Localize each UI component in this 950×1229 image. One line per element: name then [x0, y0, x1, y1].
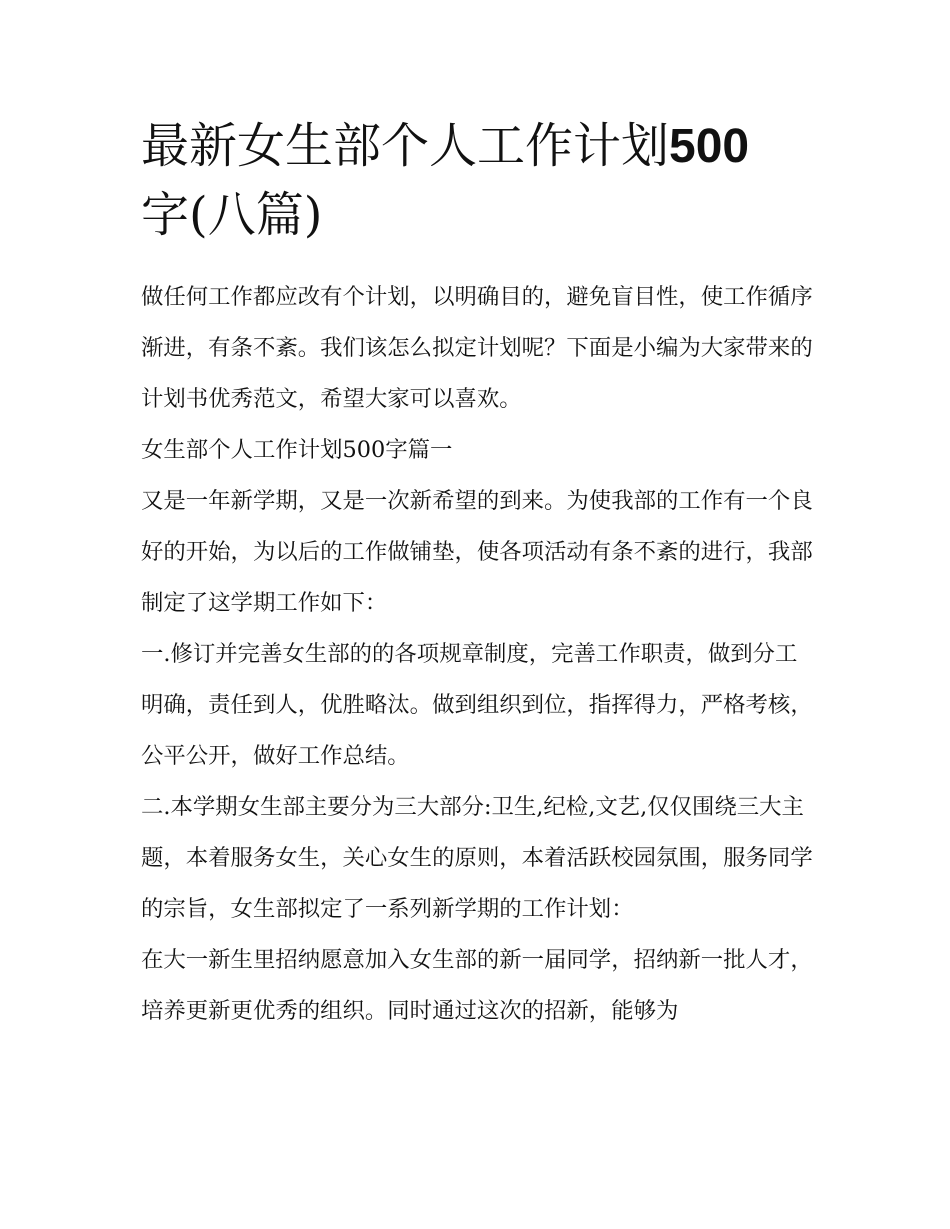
intro-paragraph: 做任何工作都应改有个计划，以明确目的，避免盲目性，使工作循序渐进，有条不紊。我们该怎么拟定计划呢？下面是小编为大家带来的计划书优秀范文，希望大家可以喜欢。 — [141, 284, 813, 412]
paragraph: 二.本学期女生部主要分为三大部分:卫生,纪检,文艺,仅仅围绕三大主题，本着服务女生，关心女生的原则，本着活跃校园氛围，服务同学的宗旨，女生部拟定了一系列新学期的工作计划： — [141, 794, 813, 922]
document-body — [141, 112, 819, 1037]
paragraph-list — [141, 272, 819, 1037]
paragraph: 一.修订并完善女生部的的各项规章制度，完善工作职责，做到分工明确，责任到人，优胜略汰。做到组织到位，指挥得力，严格考核，公平公开，做好工作总结。 — [141, 641, 813, 769]
document-title — [141, 112, 819, 249]
title-number: 500 — [669, 120, 750, 173]
paragraph: 又是一年新学期，又是一次新希望的到来。为使我部的工作有一个良好的开始，为以后的工作做铺垫，使各项活动有条不紊的进行，我部制定了这学期工作如下： — [141, 488, 813, 616]
title-text-line2: 字(八篇) — [141, 187, 323, 243]
section-heading: 女生部个人工作计划500字篇一 — [141, 437, 453, 463]
title-text: 最新女生部个人工作计划 — [141, 118, 670, 174]
paragraph: 在大一新生里招纳愿意加入女生部的新一届同学，招纳新一批人才，培养更新更优秀的组织。同时通过这次的招新，能够为 — [141, 947, 813, 1024]
